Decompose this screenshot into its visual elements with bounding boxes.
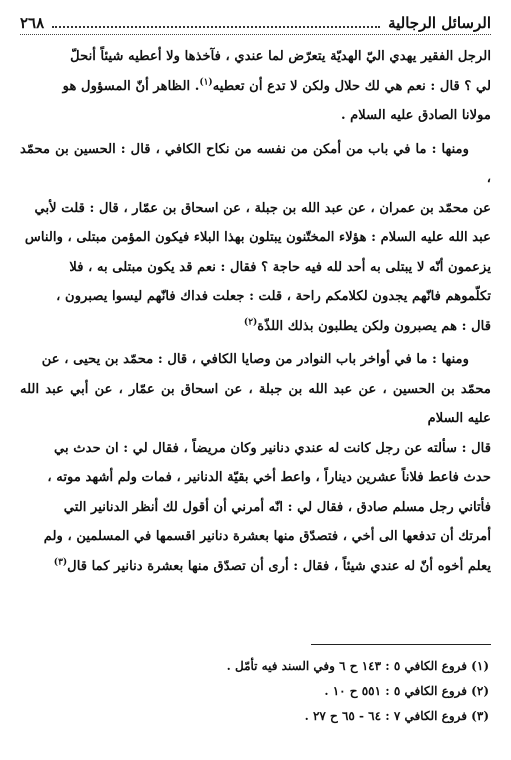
paragraph-line: يزعمون أنّه لا يبتلى به أحد لله فيه حاجة ؟ فقال : نعم قد يكون مبتلى به ، فلا (69, 259, 491, 275)
paragraph-line: ومنها : ما في باب من أمكن من نفسه من نكاح الكافي ، قال : الحسين بن محمّد ، (20, 141, 491, 186)
paragraph-2 (20, 135, 491, 342)
footnote-ref-2[interactable]: (٢) (243, 317, 258, 328)
footnotes (20, 654, 489, 729)
paragraph-line: مولانا الصادق عليه السلام . (340, 108, 491, 123)
paragraph-line: قال : سألته عن رجل كانت له عندي دنانير وكان مريضاً ، فقال لي : ان حدث بي (54, 440, 491, 456)
paragraph-line: محمّد بن الحسين ، عن عبد الله بن جبلة ، عن اسحاق بن عمّار ، عن أبي عبد الله عليه السلام (20, 381, 491, 426)
footnote-3: (٣) فروع الكافي ٧ : ٦٤ - ٦٥ ح ٢٧ . (304, 709, 489, 723)
paragraph-1 (20, 42, 491, 131)
body-text (20, 42, 491, 581)
footnote-1: (١) فروع الكافي ٥ : ١٤٣ ح ٦ وفي السند فيه تأمّل . (226, 659, 489, 673)
paragraph-line: الرجل الفقير يهدي اليّ الهديّة يتعرّض لما عندي ، فآخذها ولا أعطيه شيئاً أنحلّ (70, 49, 491, 64)
paragraph-line: ومنها : ما في أواخر باب النوادر من وصايا الكافي ، قال : محمّد بن يحيى ، عن (41, 352, 469, 367)
page-number: ٢٦٨ (20, 14, 45, 32)
header-dotted-leader (52, 26, 380, 28)
running-header (20, 10, 491, 35)
paragraph-line: أمرتك أن تدفعها الى أخي ، فتصدّق منها بعشرة دنانير اقسمها في المسلمين ، ولم (43, 529, 491, 544)
footnote-ref-1[interactable]: (١) (199, 77, 213, 88)
paragraph-line: فأتاني رجل مسلم صادق ، فقال لي : انّه أمرني أن أقول لك أنظر الدنانير التي (63, 499, 491, 515)
paragraph-line-tail: . الظاهر أنّ المسؤول هو (62, 78, 200, 94)
paragraph-line: عبد الله عليه السلام : هؤلاء المختّنون يبتلون بهذا البلاء فيكون المؤمن مبتلى ، والناس (24, 230, 491, 245)
footnote-2: (٢) فروع الكافي ٥ : ٥٥١ ح ١٠ . (324, 684, 489, 698)
paragraph-line: حدث فاعط فلاناً عشرين ديناراً ، واعط أخي بقيّة الدنانير ، فمات ولم أشهد موته ، (47, 470, 491, 485)
footnote-divider (311, 644, 491, 645)
footnote-ref-3[interactable]: (٣) (53, 557, 68, 568)
paragraph-line: تكلّموهم فانّهم يجدون لكلامكم راحة ، قلت : جعلت فداك فانّهم ليسوا يصبرون ، (56, 289, 491, 304)
paragraph-line: عن محمّد بن عمران ، عن عبد الله بن جبلة ، عن اسحاق بن عمّار ، قال : قلت لأبي (34, 200, 491, 216)
paragraph-3 (20, 345, 491, 581)
running-title: الرسائل الرجالية (388, 14, 491, 32)
paragraph-line: قال : هم يصبرون ولكن يطلبون بذلك اللذّة (257, 318, 491, 334)
paragraph-line: لي ؟ قال : نعم هي لك حلال ولكن لا تدع أن تعطيه (212, 78, 491, 94)
paragraph-line: يعلم أخوه أنّ له عندي شيئاً ، فقال : أرى أن تصدّق منها بعشرة دنانير كما قال (67, 558, 491, 574)
